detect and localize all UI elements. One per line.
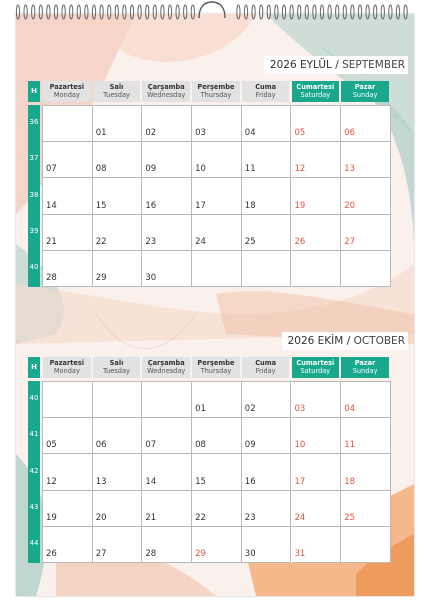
spiral-coil (39, 5, 42, 19)
day-cell[interactable] (93, 142, 143, 178)
weekday-name-tr: Pazartesi (49, 83, 85, 91)
spiral-coil (237, 5, 240, 19)
weekday-name-tr: Perşembe (197, 359, 235, 367)
spiral-coil (32, 5, 35, 19)
weekday-header-tuesday (93, 357, 141, 378)
day-cell[interactable] (292, 527, 342, 563)
day-cell[interactable] (43, 178, 93, 214)
spiral-coil (191, 5, 194, 19)
spiral-coil (328, 5, 331, 19)
weekday-name-en: Thursday (200, 91, 232, 99)
spiral-coil (320, 5, 323, 19)
week-number: 38 (29, 190, 39, 199)
day-number: 02 (244, 404, 256, 415)
month-block (28, 332, 408, 577)
day-cell[interactable] (341, 454, 391, 490)
day-number: 09 (244, 440, 256, 451)
day-cell[interactable] (292, 491, 342, 527)
day-cell[interactable] (43, 382, 93, 418)
weekday-header-row (28, 81, 408, 102)
day-number: 04 (344, 404, 356, 415)
weekday-header-monday (43, 81, 91, 102)
day-cell[interactable] (142, 215, 192, 251)
day-number: 14 (46, 200, 57, 211)
weekday-header-thursday (192, 357, 240, 378)
day-number: 29 (95, 272, 107, 283)
day-number: 19 (294, 200, 306, 211)
day-cell[interactable] (242, 527, 292, 563)
day-number: 19 (46, 512, 57, 523)
day-cell[interactable] (43, 106, 93, 142)
day-cell[interactable] (242, 418, 292, 454)
spiral-coil (351, 5, 354, 19)
spiral-coil (305, 5, 308, 19)
spiral-coil (313, 5, 316, 19)
day-number: 06 (344, 128, 356, 139)
day-number: 07 (145, 440, 157, 451)
day-cell[interactable] (341, 215, 391, 251)
day-cell[interactable] (341, 142, 391, 178)
day-cell[interactable] (242, 178, 292, 214)
day-number: 08 (95, 164, 107, 175)
day-cell[interactable] (142, 527, 192, 563)
day-cell[interactable] (93, 382, 143, 418)
day-cell[interactable] (292, 251, 342, 287)
day-number: 27 (344, 236, 356, 247)
day-cell[interactable] (192, 106, 242, 142)
day-number: 20 (95, 512, 107, 523)
weekday-name-en: Monday (53, 367, 80, 375)
weekday-name-tr: Pazartesi (49, 359, 85, 367)
day-cell[interactable] (192, 491, 242, 527)
day-cell[interactable] (93, 454, 143, 490)
day-number: 21 (46, 236, 57, 247)
day-number: 22 (195, 512, 206, 523)
spiral-coil (47, 5, 50, 19)
day-cell[interactable] (93, 251, 143, 287)
spiral-coil (24, 5, 27, 19)
weekday-name-en: Wednesday (147, 91, 186, 99)
day-cell[interactable] (242, 491, 292, 527)
day-cell[interactable] (292, 178, 342, 214)
day-cell[interactable] (192, 454, 242, 490)
week-number: 41 (29, 430, 39, 439)
weekday-header-thursday (192, 81, 240, 102)
month-title (264, 56, 408, 74)
spiral-coil (62, 5, 65, 19)
spiral-coil (85, 5, 88, 19)
day-number: 28 (46, 272, 57, 283)
spiral-coil (290, 5, 293, 19)
month-title (282, 332, 408, 350)
day-cell[interactable] (292, 215, 342, 251)
day-number: 10 (195, 164, 206, 175)
day-number: 17 (294, 476, 306, 487)
day-cell[interactable] (192, 251, 242, 287)
weekday-name-en: Friday (255, 91, 276, 99)
day-number: 08 (195, 440, 206, 451)
weekday-name-en: Saturday (300, 367, 331, 375)
day-cell[interactable] (292, 106, 342, 142)
week-number: 36 (29, 118, 39, 127)
day-cell[interactable] (292, 382, 342, 418)
spiral-coil (130, 5, 133, 19)
spiral-coil (396, 5, 399, 19)
weekday-name-tr: Salı (109, 83, 124, 91)
weekday-name-en: Tuesday (103, 91, 130, 99)
day-number: 12 (294, 164, 306, 175)
day-cell[interactable] (142, 491, 192, 527)
weekday-name-en: Thursday (200, 367, 232, 375)
day-number: 29 (195, 548, 206, 559)
week-number: 40 (29, 262, 39, 271)
weekday-name-tr: Salı (109, 359, 124, 367)
spiral-coil (70, 5, 73, 19)
day-cell[interactable] (242, 215, 292, 251)
day-cell[interactable] (242, 454, 292, 490)
week-number: 44 (29, 538, 39, 547)
month-title-en: OCTOBER (353, 335, 405, 347)
spiral-coil (343, 5, 346, 19)
spiral-coil (260, 5, 263, 19)
day-cell[interactable] (93, 215, 143, 251)
week-number-header: H (28, 81, 40, 102)
weekday-header-friday (242, 357, 290, 378)
spiral-coil (115, 5, 118, 19)
weekday-header-wednesday (142, 357, 190, 378)
day-cell[interactable] (43, 454, 93, 490)
day-number: 21 (145, 512, 157, 523)
spiral-coil (336, 5, 339, 19)
day-cell[interactable] (93, 527, 143, 563)
month-block (28, 56, 408, 301)
day-cell[interactable] (93, 491, 143, 527)
day-number: 24 (294, 512, 306, 523)
day-number: 20 (344, 200, 356, 211)
day-number: 26 (294, 236, 306, 247)
spiral-coil (138, 5, 141, 19)
week-number-header: H (28, 357, 40, 378)
day-number: 23 (244, 512, 256, 523)
day-cell[interactable] (142, 178, 192, 214)
day-cells (42, 381, 391, 563)
weekday-header-saturday (292, 81, 340, 102)
day-number: 12 (46, 476, 57, 487)
weekday-name-en: Tuesday (103, 367, 130, 375)
day-cell[interactable] (341, 527, 391, 563)
day-number: 25 (244, 236, 256, 247)
day-cell[interactable] (93, 178, 143, 214)
day-cell[interactable] (292, 454, 342, 490)
spiral-coil (153, 5, 156, 19)
weekday-header-sunday (341, 81, 389, 102)
day-number: 06 (95, 440, 107, 451)
spiral-coil (146, 5, 149, 19)
spiral-coil (184, 5, 187, 19)
month-title-tr: 2026 EKİM (287, 335, 344, 347)
spiral-coil (267, 5, 270, 19)
day-number: 07 (46, 164, 57, 175)
day-cell[interactable] (341, 251, 391, 287)
day-cell[interactable] (43, 142, 93, 178)
day-cell[interactable] (43, 215, 93, 251)
day-cell[interactable] (43, 491, 93, 527)
day-number: 09 (145, 164, 157, 175)
weekday-name-en: Wednesday (147, 367, 186, 375)
weekday-name-tr: Cuma (255, 359, 277, 367)
month-title-en: SEPTEMBER (342, 59, 405, 71)
month-title-tr: 2026 EYLÜL (269, 59, 332, 71)
week-number: 39 (29, 226, 39, 235)
day-number: 18 (244, 200, 256, 211)
spiral-coil (16, 5, 19, 19)
day-number: 01 (195, 404, 206, 415)
weekday-header-row (28, 357, 408, 378)
weekday-name-tr: Pazar (354, 359, 376, 367)
month-grid (28, 381, 408, 564)
day-number: 16 (244, 476, 256, 487)
month-title-separator: / (335, 59, 339, 71)
weekday-header-wednesday (142, 81, 190, 102)
day-number: 05 (294, 128, 306, 139)
day-number: 10 (294, 440, 306, 451)
day-cell[interactable] (93, 418, 143, 454)
day-number: 30 (244, 548, 256, 559)
day-number: 25 (344, 512, 356, 523)
day-number: 16 (145, 200, 157, 211)
weekday-name-tr: Cumartesi (296, 359, 335, 367)
day-number: 03 (294, 404, 306, 415)
day-number: 14 (145, 476, 157, 487)
day-number: 30 (145, 272, 157, 283)
spiral-coil (252, 5, 255, 19)
day-number: 03 (195, 128, 206, 139)
weekday-header-tuesday (93, 81, 141, 102)
weekday-name-tr: Cuma (255, 83, 277, 91)
month-grid (28, 105, 408, 288)
day-number: 26 (46, 548, 57, 559)
weekday-name-en: Sunday (352, 367, 378, 375)
spiral-coil (381, 5, 384, 19)
day-number: 05 (46, 440, 57, 451)
weekday-header-saturday (292, 357, 340, 378)
spiral-coil (168, 5, 171, 19)
weekday-header-friday (242, 81, 290, 102)
day-number: 04 (244, 128, 256, 139)
day-cell[interactable] (142, 106, 192, 142)
day-cell[interactable] (341, 418, 391, 454)
day-number: 23 (145, 236, 157, 247)
day-cell[interactable] (341, 382, 391, 418)
spiral-coil (374, 5, 377, 19)
weekday-name-tr: Cumartesi (296, 83, 335, 91)
day-number: 02 (145, 128, 157, 139)
day-cell[interactable] (192, 418, 242, 454)
day-number: 15 (95, 200, 107, 211)
day-cell[interactable] (43, 527, 93, 563)
weekday-name-en: Saturday (300, 91, 331, 99)
day-number: 17 (195, 200, 206, 211)
day-cell[interactable] (93, 106, 143, 142)
spiral-coil (54, 5, 57, 19)
weekday-name-tr: Çarşamba (147, 83, 185, 91)
spiral-coil (176, 5, 179, 19)
spiral-coil (404, 5, 407, 19)
spiral-coil (92, 5, 95, 19)
day-number: 28 (145, 548, 157, 559)
day-cell[interactable] (341, 106, 391, 142)
spiral-coil (161, 5, 164, 19)
day-number: 31 (294, 548, 306, 559)
spiral-coil (298, 5, 301, 19)
day-cell[interactable] (43, 418, 93, 454)
weekday-name-tr: Perşembe (197, 83, 235, 91)
day-cell[interactable] (142, 454, 192, 490)
spiral-coil (108, 5, 111, 19)
spiral-coil (366, 5, 369, 19)
day-cell[interactable] (341, 178, 391, 214)
weekday-name-en: Sunday (352, 91, 378, 99)
day-number: 22 (95, 236, 107, 247)
day-cell[interactable] (341, 491, 391, 527)
spiral-coil (100, 5, 103, 19)
weekday-header-monday (43, 357, 91, 378)
spiral-coil (244, 5, 247, 19)
hanger-hook-icon (196, 1, 228, 19)
day-cell[interactable] (242, 251, 292, 287)
day-cell[interactable] (292, 142, 342, 178)
day-cell[interactable] (43, 251, 93, 287)
week-number: 40 (29, 394, 39, 403)
day-number: 11 (244, 164, 256, 175)
day-cells (42, 105, 391, 287)
day-number: 13 (344, 164, 356, 175)
day-number: 24 (195, 236, 206, 247)
spiral-coil (389, 5, 392, 19)
spiral-coil (358, 5, 361, 19)
day-cell[interactable] (292, 418, 342, 454)
day-cell[interactable] (142, 382, 192, 418)
day-cell[interactable] (242, 142, 292, 178)
spiral-coil (77, 5, 80, 19)
day-cell[interactable] (192, 527, 242, 563)
week-number: 37 (29, 154, 39, 163)
day-number: 13 (95, 476, 107, 487)
day-cell[interactable] (242, 382, 292, 418)
day-cell[interactable] (192, 178, 242, 214)
weekday-name-tr: Pazar (354, 83, 376, 91)
spiral-coil (275, 5, 278, 19)
day-cell[interactable] (142, 142, 192, 178)
weekday-header-sunday (341, 357, 389, 378)
day-number: 01 (95, 128, 107, 139)
day-cell[interactable] (192, 382, 242, 418)
week-number: 43 (29, 502, 39, 511)
day-cell[interactable] (142, 251, 192, 287)
day-cell[interactable] (192, 142, 242, 178)
week-number: 42 (29, 466, 39, 475)
day-cell[interactable] (242, 106, 292, 142)
day-cell[interactable] (142, 418, 192, 454)
day-number: 11 (344, 440, 356, 451)
spiral-coil (282, 5, 285, 19)
day-number: 27 (95, 548, 107, 559)
day-number: 15 (195, 476, 206, 487)
weekday-name-tr: Çarşamba (147, 359, 185, 367)
weekday-name-en: Monday (53, 91, 80, 99)
spiral-coil (123, 5, 126, 19)
day-cell[interactable] (192, 215, 242, 251)
weekday-name-en: Friday (255, 367, 276, 375)
month-title-separator: / (346, 335, 351, 347)
day-number: 18 (344, 476, 356, 487)
